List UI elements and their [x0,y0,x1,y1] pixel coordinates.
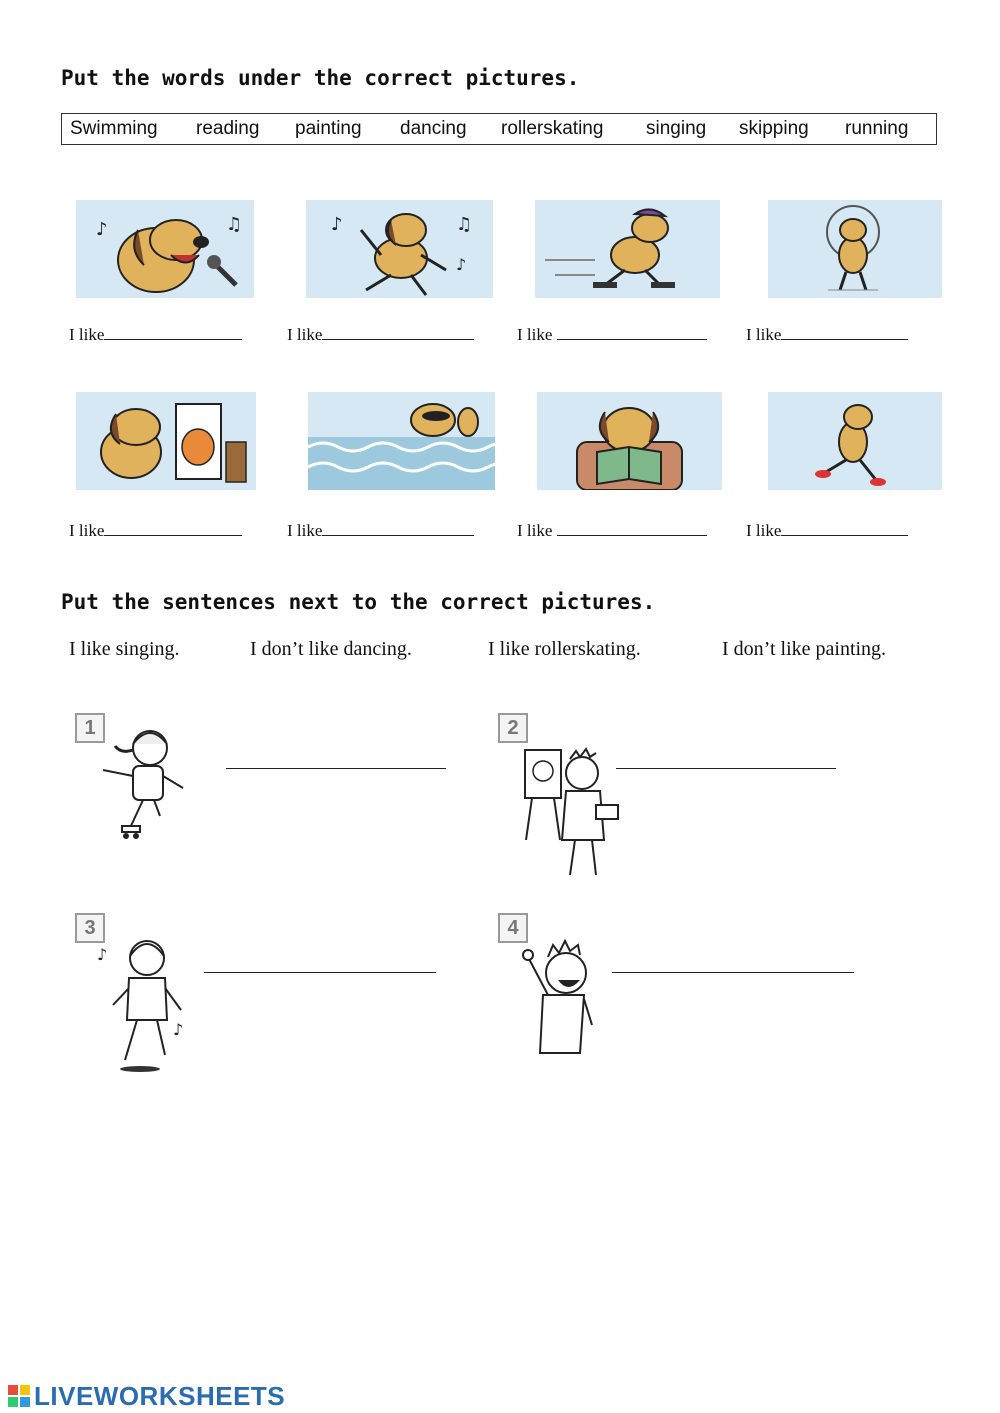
answer-blank[interactable] [781,325,908,340]
dancing-child-drawing [95,930,195,1075]
svg-text:♪: ♪ [456,255,467,274]
answer-prompt-text: I like [517,521,557,540]
answer-blank[interactable] [104,521,242,536]
svg-text:♫: ♫ [226,214,243,235]
sentence-option: I don’t like dancing. [250,638,412,660]
painting-child-drawing [520,745,625,880]
rollerskating-dog-picture [535,200,720,298]
answer-blank[interactable] [557,325,707,340]
answer-prompt [517,325,707,345]
svg-text:♪: ♪ [331,214,343,235]
sentence-option: I don’t like painting. [722,638,887,660]
skipping-dog-picture [768,200,942,298]
rollerskating-child-drawing [88,720,193,845]
answer-prompt-text: I like [746,521,782,540]
word-bank-item: Swimming [70,118,158,139]
answer-blank[interactable] [104,325,242,340]
answer-prompt-text: I like [746,325,782,344]
answer-line-2[interactable] [616,768,836,769]
svg-text:♪: ♪ [96,219,108,240]
dancing-dog-picture [306,200,493,298]
svg-text:♪: ♪ [97,945,108,964]
answer-prompt-text: I like [287,521,323,540]
word-bank-item: dancing [400,118,467,139]
answer-prompt-text: I like [517,325,557,344]
svg-text:♫: ♫ [456,214,473,235]
answer-prompt [287,521,474,541]
word-bank-item: painting [295,118,362,139]
answer-blank[interactable] [322,325,474,340]
answer-prompt [746,521,908,541]
item-number-3: 3 [75,913,105,943]
item-number-4: 4 [498,913,528,943]
running-dog-picture [768,392,942,490]
answer-prompt [69,325,242,345]
footer-brand [8,1381,285,1411]
item-number-1: 1 [75,713,105,743]
word-bank [61,113,937,145]
answer-line-1[interactable] [226,768,446,769]
answer-prompt [287,325,474,345]
swimming-dog-picture [308,392,495,490]
item-number-2: 2 [498,713,528,743]
word-bank-item: singing [646,118,707,139]
answer-line-4[interactable] [612,972,854,973]
word-bank-item: running [845,118,909,139]
svg-text:♪: ♪ [173,1020,184,1039]
section2-heading: Put the sentences next to the correct pictures. [61,590,656,614]
word-bank-item: rollerskating [501,118,604,139]
brand-name: LIVEWORKSHEETS [34,1380,286,1411]
reading-dog-picture [537,392,722,490]
answer-blank[interactable] [322,521,474,536]
answer-prompt-text: I like [69,325,105,344]
sentence-option: I like singing. [69,638,180,660]
answer-line-3[interactable] [204,972,436,973]
singing-child-drawing [518,935,608,1057]
liveworksheets-logo-icon [8,1385,30,1407]
painting-dog-picture [76,392,256,490]
answer-prompt [517,521,707,541]
answer-prompt-text: I like [287,325,323,344]
word-bank-item: reading [196,118,260,139]
answer-prompt-text: I like [69,521,105,540]
sentence-option: I like rollerskating. [488,638,641,660]
word-bank-item: skipping [739,118,809,139]
answer-prompt [746,325,908,345]
answer-prompt [69,521,242,541]
answer-blank[interactable] [781,521,908,536]
section1-heading: Put the words under the correct pictures. [61,66,580,90]
answer-blank[interactable] [557,521,707,536]
singing-dog-picture [76,200,254,298]
